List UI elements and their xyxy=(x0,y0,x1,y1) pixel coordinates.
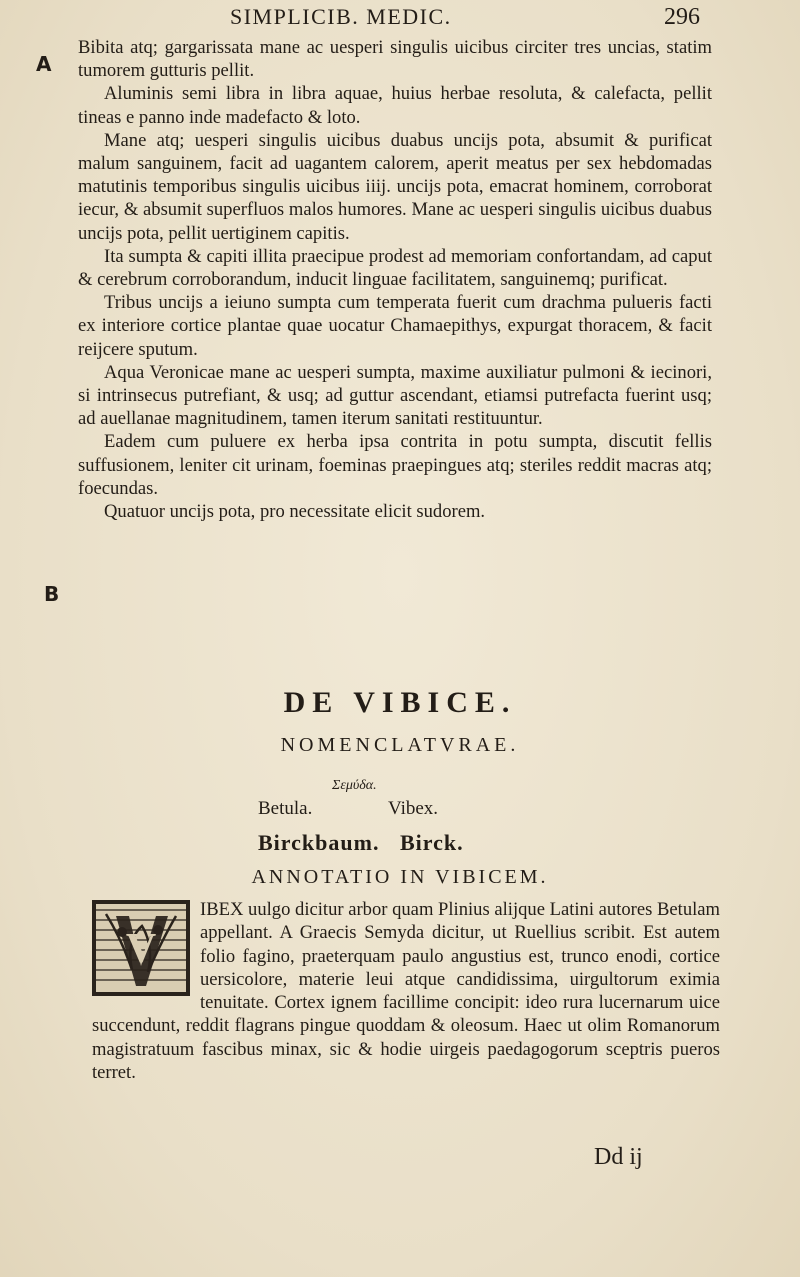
paragraph: Mane atq; uesperi singulis uicibus duabus uncijs pota, absumit & purificat malum sanguinem, facit ad uagantem calorem, aperit meatus per sex hebdomadas matutinis temporibus singulis uicibus iiij. uncijs pota, emacrat hominem, corroborat iecur, & absumit superfluos malos humores. Mane ac uesperi singulis uicibus duabus uncijs pota, pellit uertiginem capitis. xyxy=(78,129,712,244)
german-name-birckbaum: Birckbaum. xyxy=(258,830,380,855)
annotation-title: ANNOTATIO IN VIBICEM. xyxy=(251,866,549,888)
decorated-initial-v-icon xyxy=(92,900,190,996)
page-number: 296 xyxy=(664,4,700,30)
german-name-birck: Birck. xyxy=(400,830,464,855)
subsection-title: NOMENCLATVRAE. xyxy=(280,734,520,756)
paragraph: Aluminis semi libra in libra aquae, huius herbae resoluta, & calefacta, pellit tineas e panno inde madefacto & loto. xyxy=(78,83,712,128)
paragraph: Tribus uncijs a ieiuno sumpta cum temperata fuerit cum drachma pulueris facti ex interiore cortice plantae quae uocatur Chamaepithys, expurgat thoracem, & facit reijcere sputum. xyxy=(78,292,712,360)
paragraph: Ita sumpta & capiti illita praecipue prodest ad memoriam confortandam, ad caput & cerebrum corroborandum, inducit linguae facilitatem, sanguinemq; purificat. xyxy=(78,245,712,291)
paragraph: Bibita atq; gargarissata mane ac uesperi singulis uicibus circiter tres uncias, statim tumorem gutturis pellit. xyxy=(78,37,712,82)
paragraph: Aqua Veronicae mane ac uesperi sumpta, maxime auxiliatur pulmoni & iecinori, si intrinsecus putrefiant, & usq; ad guttur ascendant, etiamsi putrefacta fuerint usq; ad auellanae magnitudinem, tamen iterum sanitati restituuntur. xyxy=(78,361,712,430)
running-head: SIMPLICIB. MEDIC. xyxy=(230,4,452,29)
latin-name-betula: Betula. xyxy=(258,798,313,819)
greek-name: Σεμύδα. xyxy=(332,778,377,793)
page-header xyxy=(230,4,700,32)
drop-cap-letter: V xyxy=(125,926,157,972)
margin-mark-a: A xyxy=(36,52,52,76)
paragraph: Eadem cum puluere ex herba ipsa contrita in potu sumpta, discutit fellis suffusionem, leniter cit urinam, foeminas praepingues atq; steriles reddit macras atq; foecundas. xyxy=(78,431,712,499)
margin-mark-b: B xyxy=(44,582,60,606)
catchword: Dd ij xyxy=(594,1144,643,1170)
annotation-text: IBEX uulgo dicitur arbor quam Plinius alijque Latini autores Betulam appellant. A Graecis Semyda dicitur, ut Ruellius scribit. Est autem folio fagino, praeterquam paulo angustius est, trunco enodi, cortice uersicolore, materie leui atque candidissima, uirgultorum eximia tenuitate. Cortex ignem facillime concipit: ideo rura lucernarum uice succendunt, reddit flagrans pingue quoddam & oleosum. Haec ut olim Romanorum magistratuum fascibus minax, sic & hodie uirgeis paedagogorum sceptris pueros terret. xyxy=(92,899,721,1084)
latin-name-vibex: Vibex. xyxy=(388,798,439,819)
paragraph: Quatuor uncijs pota, pro necessitate elicit sudorem. xyxy=(104,501,486,523)
main-text xyxy=(78,36,712,523)
section-title: DE VIBICE. xyxy=(283,686,517,719)
